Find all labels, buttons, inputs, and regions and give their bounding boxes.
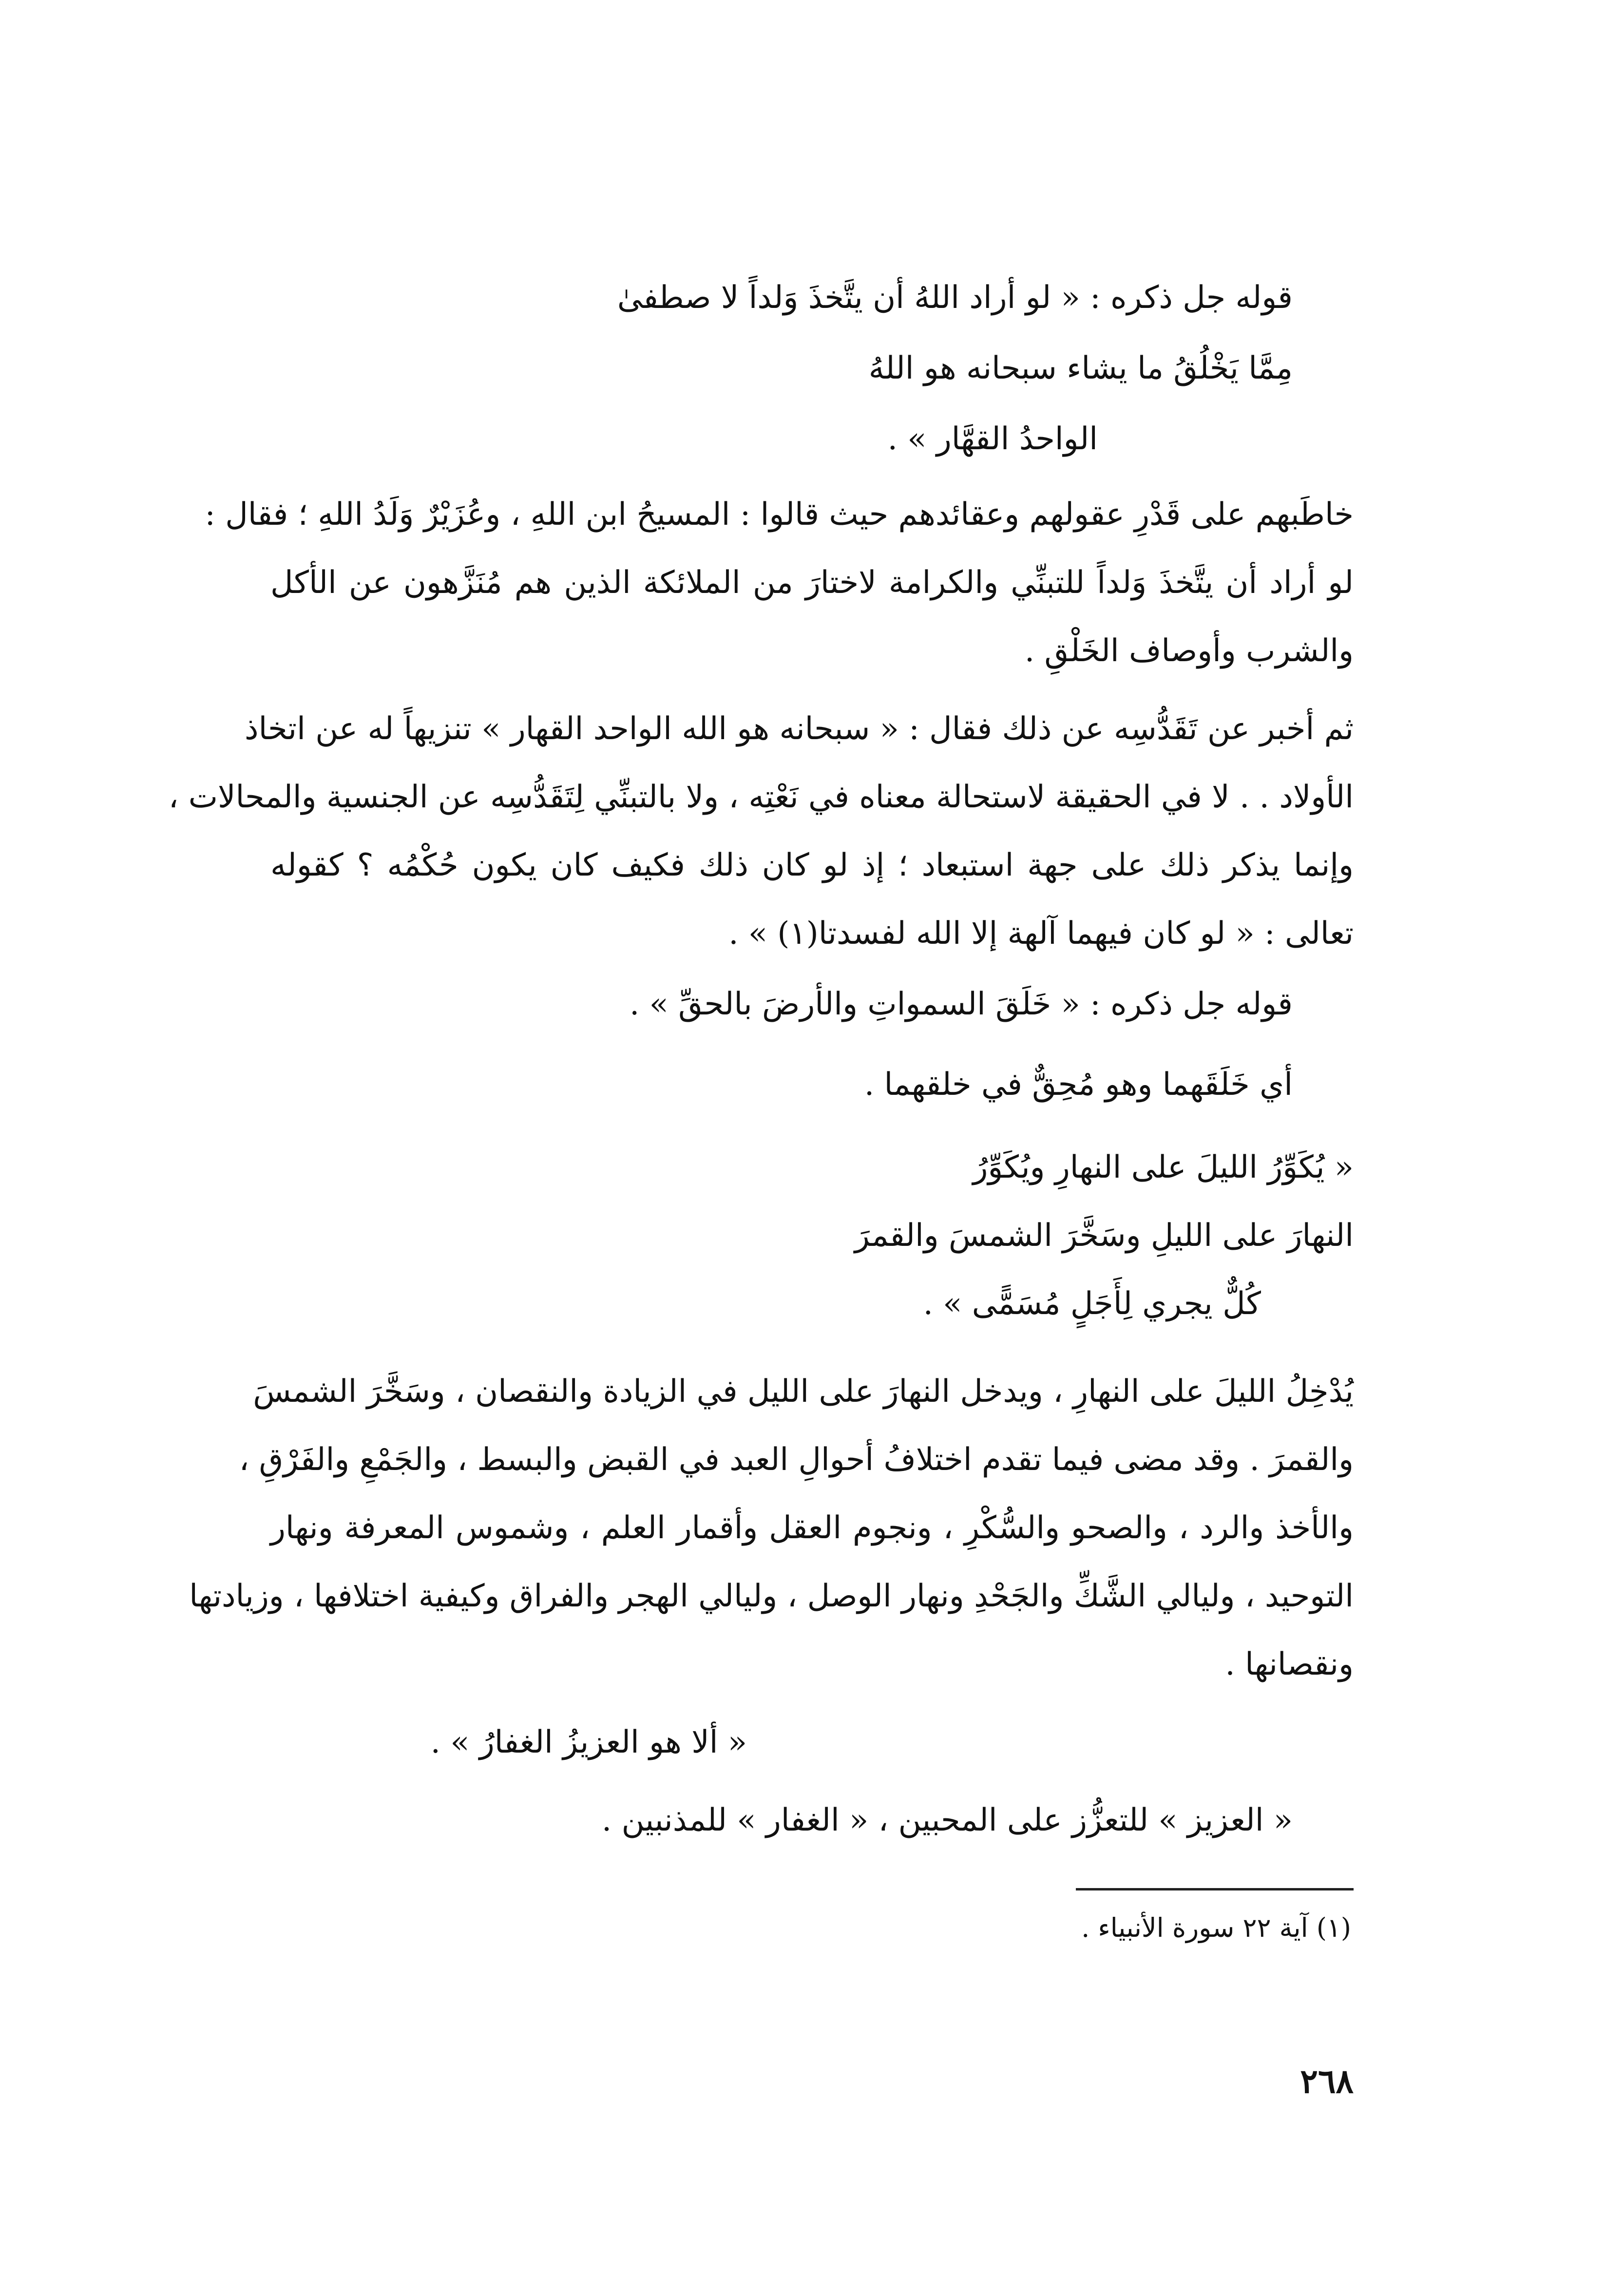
- verse-1-line-3: الواحدُ القهَّار » .: [887, 421, 1098, 457]
- paragraph-4-line-3: والأخذ والرد ، والصحو والسُّكْرِ ، ونجوم العقل وأقمار العلم ، وشموس المعرفة ونهار: [270, 1510, 1354, 1546]
- verse-1-line-2: مِمَّا يَخْلُقُ ما يشاء سبحانه هو اللهُ: [868, 350, 1293, 386]
- paragraph-2-line-2: الأولاد . . لا في الحقيقة لاستحالة معناه في نَعْتِه ، ولا بالتبنِّي لِتَقَدُّسِه عن الجنسية والمحالات ،: [168, 779, 1354, 815]
- paragraph-2-line-1: ثم أخبر عن تَقَدُّسِه عن ذلك فقال : « سبحانه هو الله الواحد القهار » تنزيهاً له عن اتخاذ: [244, 711, 1354, 747]
- verse-2-line-1: قوله جل ذكره : « خَلَقَ السمواتِ والأرضَ بالحقِّ » .: [629, 986, 1293, 1022]
- verse-1-line-1: قوله جل ذكره : « لو أراد اللهُ أن يتَّخذَ وَلداً لا صطفىٰ: [617, 280, 1293, 316]
- verse-3-line-3: كُلٌّ يجري لِأَجَلٍ مُسَمًّى » .: [923, 1286, 1261, 1322]
- paragraph-1-line-2: لو أراد أن يتَّخذَ وَلداً للتبنِّي والكرامة لاختارَ من الملائكة الذين هم مُنَزَّهون عن الأكل: [270, 565, 1354, 601]
- verse-3-line-2: النهارَ على الليلِ وسَخَّرَ الشمسَ والقمرَ: [854, 1218, 1354, 1254]
- paragraph-2-line-3: وإنما يذكر ذلك على جهة استبعاد ؛ إذ لو كان ذلك فكيف كان يكون حُكْمُه ؟ كقوله: [270, 847, 1354, 883]
- paragraph-5-line-1: « العزيز » للتعزُّز على المحبين ، « الغفار » للمذنبين .: [601, 1802, 1293, 1838]
- page-number: ٢٦٨: [1300, 2062, 1354, 2101]
- footnote: (١) آية ٢٢ سورة الأنبياء .: [1081, 1912, 1351, 1943]
- verse-4-line-1: « ألا هو العزيزُ الغفارُ » .: [430, 1724, 747, 1760]
- verse-3-line-1: « يُكَوِّرُ الليلَ على النهارِ ويُكَوِّرُ: [973, 1149, 1354, 1185]
- paragraph-2-line-4: تعالى : « لو كان فيهما آلهة إلا الله لفسدتا(١) » .: [728, 916, 1354, 952]
- paragraph-4-line-4: التوحيد ، وليالي الشَّكِّ والجَحْدِ ونهار الوصل ، وليالي الهجر والفراق وكيفية اختلافها ، وزيادتها: [189, 1578, 1354, 1614]
- paragraph-1-line-1: خاطَبهم على قَدْرِ عقولهم وعقائدهم حيث قالوا : المسيحُ ابن اللهِ ، وعُزَيْرٌ وَلَدُ اللهِ ؛ فقال :: [205, 496, 1354, 533]
- paragraph-4-line-2: والقمرَ . وقد مضى فيما تقدم اختلافُ أحوالِ العبد في القبض والبسط ، والجَمْعِ والفَرْقِ ،: [239, 1442, 1354, 1478]
- paragraph-3-line-1: أي خَلَقَهما وهو مُحِقٌّ في خلقهما .: [864, 1067, 1293, 1103]
- paragraph-4-line-1: يُدْخِلُ الليلَ على النهارِ ، ويدخل النهارَ على الليل في الزيادة والنقصان ، وسَخَّرَ الشمسَ: [253, 1374, 1354, 1410]
- paragraph-1-line-3: والشرب وأوصاف الخَلْقِ .: [1024, 633, 1354, 669]
- footnote-divider: [1076, 1888, 1354, 1890]
- paragraph-4-line-5: ونقصانها .: [1225, 1646, 1354, 1682]
